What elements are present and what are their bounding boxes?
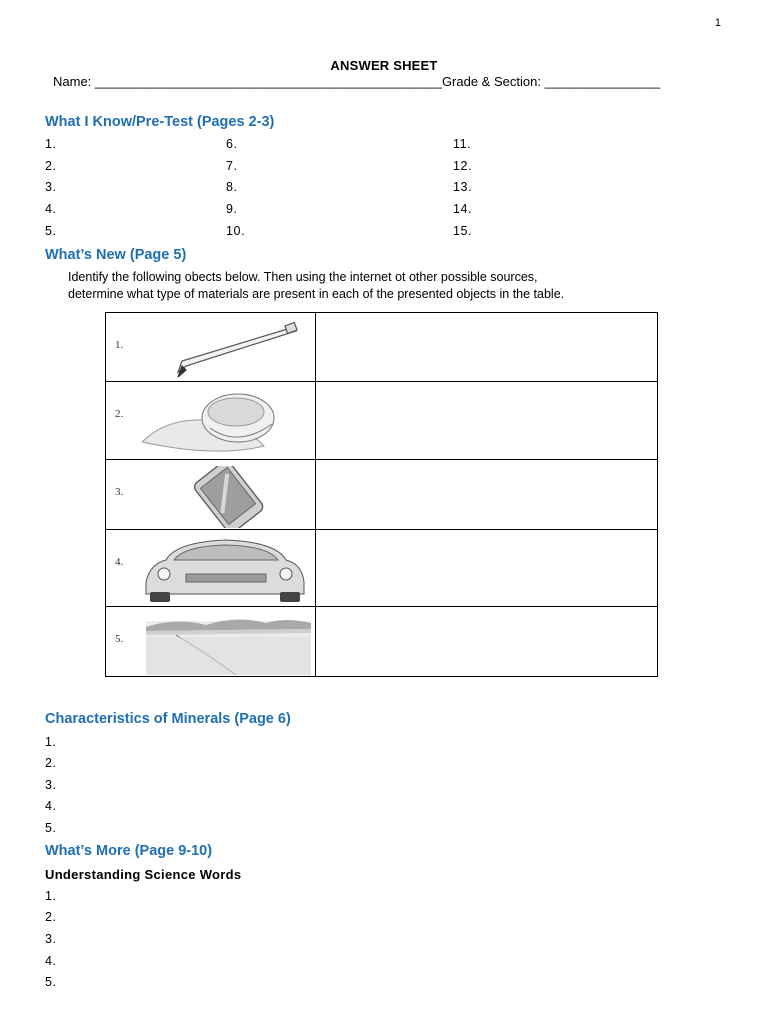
minerals-item: 1. (45, 735, 57, 749)
object-image-cell (106, 382, 316, 460)
pretest-item: 13. (453, 180, 473, 194)
pretest-item: 7. (226, 159, 238, 173)
pretest-item: 15. (453, 224, 473, 238)
pencil-icon (136, 319, 306, 379)
pretest-item: 11. (453, 137, 472, 151)
science-words-item: 1. (45, 889, 57, 903)
objects-table (105, 312, 658, 677)
table-row (106, 382, 658, 460)
table-row (106, 607, 658, 677)
pretest-item: 12. (453, 159, 473, 173)
salt-bowl-icon (136, 388, 311, 458)
row-number: 1. (115, 339, 124, 351)
answer-cell[interactable] (316, 607, 658, 677)
page-title: ANSWER SHEET (330, 58, 438, 73)
object-image-cell (106, 313, 316, 382)
answer-cell[interactable] (316, 313, 658, 382)
pretest-item: 6. (226, 137, 238, 151)
science-words-item: 3. (45, 932, 57, 946)
pretest-item: 9. (226, 202, 238, 216)
minerals-item: 4. (45, 799, 57, 813)
object-image-cell (106, 607, 316, 677)
answer-cell[interactable] (316, 460, 658, 530)
name-grade-line: Name: ________________________________________________Grade & Section: ________________ (53, 74, 661, 89)
pretest-item: 4. (45, 202, 57, 216)
object-image-cell (106, 460, 316, 530)
road-icon (136, 613, 314, 675)
pretest-item: 14. (453, 202, 473, 216)
pretest-heading: What I Know/Pre-Test (Pages 2-3) (45, 114, 275, 130)
minerals-item: 2. (45, 756, 57, 770)
pretest-item: 2. (45, 159, 57, 173)
science-words-item: 5. (45, 975, 57, 989)
pretest-item: 10. (226, 224, 246, 238)
answer-cell[interactable] (316, 530, 658, 607)
row-number: 4. (115, 556, 124, 568)
smartphone-icon (136, 466, 311, 528)
pretest-item: 5. (45, 224, 57, 238)
instruction-line: Identify the following obects below. Then using the internet ot other possible sources, (68, 270, 538, 284)
object-image-cell (106, 530, 316, 607)
minerals-item: 3. (45, 778, 57, 792)
row-number: 5. (115, 633, 124, 645)
pretest-item: 3. (45, 180, 57, 194)
answer-cell[interactable] (316, 382, 658, 460)
science-words-item: 2. (45, 910, 57, 924)
science-words-subheading: Understanding Science Words (45, 867, 242, 882)
table-row (106, 460, 658, 530)
whats-new-heading: What’s New (Page 5) (45, 247, 187, 263)
row-number: 2. (115, 408, 124, 420)
pretest-item: 1. (45, 137, 57, 151)
page-number: 1 (714, 17, 721, 29)
minerals-heading: Characteristics of Minerals (Page 6) (45, 711, 291, 727)
row-number: 3. (115, 486, 124, 498)
science-words-item: 4. (45, 954, 57, 968)
car-icon (136, 536, 311, 606)
instruction-line: determine what type of materials are present in each of the presented objects in the table. (68, 287, 565, 301)
minerals-item: 5. (45, 821, 57, 835)
pretest-item: 8. (226, 180, 238, 194)
table-row (106, 530, 658, 607)
table-row (106, 313, 658, 382)
whats-more-heading: What’s More (Page 9-10) (45, 843, 213, 859)
